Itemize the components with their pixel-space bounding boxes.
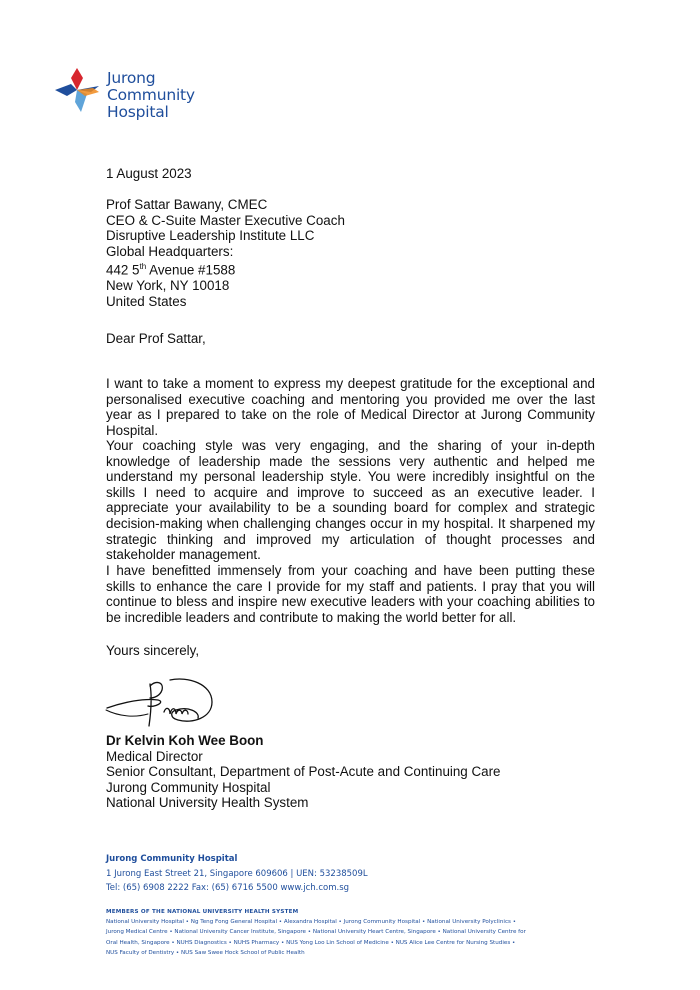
members-line-3: Oral Health, Singapore • NUHS Diagnostics • NUHS Pharmacy • NUS Yong Loo Lin School of Medicine • NUS Alice Lee Centre for Nursing Studies • (106, 939, 516, 946)
members-heading: MEMBERS OF THE NATIONAL UNIVERSITY HEALTH SYSTEM (106, 908, 299, 915)
paragraph-3: I have benefitted immensely from your coaching and have been putting these skills to enhance the care I provide for my staff and patients. I pray that you will continue to bless and inspire new executive leaders with your coaching abilities to be incredible leaders and contribute to making the world better for all. (106, 563, 595, 625)
footer-contact: Tel: (65) 6908 2222 Fax: (65) 6716 5500 www.jch.com.sg (106, 883, 350, 893)
street-number: 442 5 (106, 262, 140, 278)
members-line-1: National University Hospital • Ng Teng Fong General Hospital • Alexandra Hospital • Jurong Community Hospital • National University Polyclinics • (106, 918, 517, 925)
footer-address: 1 Jurong East Street 21, Singapore 609606 | UEN: 53238509L (106, 868, 368, 879)
closing: Yours sincerely, (106, 643, 200, 658)
signer-block (106, 733, 595, 811)
letterhead-footer (106, 852, 601, 959)
street-rest: Avenue #1588 (146, 262, 236, 278)
recipient-title: CEO & C-Suite Master Executive Coach (106, 212, 345, 228)
salutation: Dear Prof Sattar, (106, 331, 206, 346)
paragraph-1: I want to take a moment to express my deepest gratitude for the exceptional and personalised executive coaching and mentoring you provided me over the last year as I prepared to take on the role of Medical Director at Jurong Community Hospital. (106, 376, 595, 438)
recipient-city: New York, NY 10018 (106, 278, 230, 294)
recipient-org: Disruptive Leadership Institute LLC (106, 228, 315, 244)
recipient-hq: Global Headquarters: (106, 243, 234, 259)
logo-wordmark (107, 70, 227, 121)
recipient-street (106, 259, 595, 278)
letter-date: 1 August 2023 (106, 166, 192, 181)
logo-line-2: Community (107, 86, 195, 104)
logo-line-3: Hospital (107, 103, 169, 121)
signer-system: National University Health System (106, 795, 309, 811)
handwritten-signature (104, 672, 224, 732)
members-line-4: NUS Faculty of Dentistry • NUS Saw Swee Hock School of Public Health (106, 950, 305, 956)
signer-org: Jurong Community Hospital (106, 779, 271, 795)
recipient-address (106, 197, 595, 310)
street-suffix: th (139, 262, 147, 272)
footer-org-name: Jurong Community Hospital (106, 854, 238, 864)
signer-position: Senior Consultant, Department of Post-Acute and Continuing Care (106, 764, 501, 780)
paragraph-2: Your coaching style was very engaging, and the sharing of your in-depth knowledge of leadership made the sessions very authentic and helped me understand my personal leadership style. You were incredibly insightful on the skills I need to acquire and improve to succeed as an executive leader. I appreciate your availability to be a sounding board for complex and strategic decision-making when challenging changes occur in my hospital. It sharpened my strategic thinking and improved my articulation of thought processes and stakeholder management. (106, 438, 595, 563)
recipient-name: Prof Sattar Bawany, CMEC (106, 197, 268, 212)
signer-name: Dr Kelvin Koh Wee Boon (106, 733, 264, 748)
logo-line-1: Jurong (107, 69, 156, 87)
members-line-2: Jurong Medical Centre • National University Cancer Institute, Singapore • National University Heart Centre, Singapore • National University Centre for (106, 929, 526, 935)
recipient-country: United States (106, 294, 187, 310)
jurong-cross-logo-icon (53, 66, 101, 114)
signer-title: Medical Director (106, 748, 203, 764)
